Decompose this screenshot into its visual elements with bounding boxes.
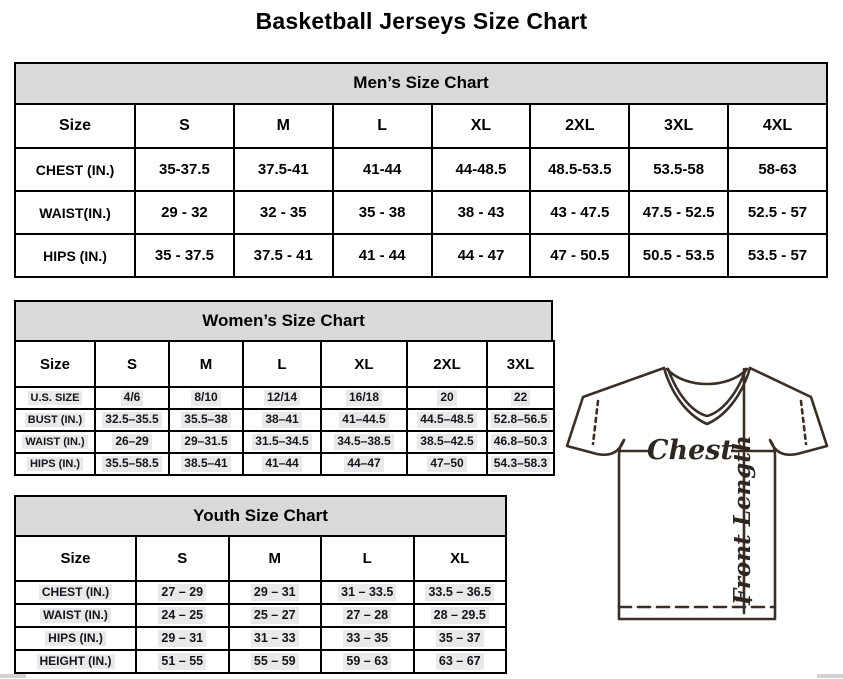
youth_chart-value-cell [414,581,507,604]
youth_chart-column-header-row [15,536,506,581]
youth_chart-col-header-xl: XL [414,536,507,581]
highlighted-text: 44–47 [344,456,383,472]
womens_chart-value-cell [407,431,487,453]
womens_chart-row-waistin [15,431,554,453]
youth_chart-row-label [15,581,136,604]
womens_chart-col-header-2xl: 2XL [407,341,487,387]
mens_chart-value-cell: 44-48.5 [432,148,531,191]
youth_chart-value-cell [229,581,322,604]
highlighted-text: 55 – 59 [251,653,299,669]
highlighted-text: 8/10 [191,390,220,406]
youth_chart-value-cell [229,604,322,627]
youth_chart-value-cell [136,604,229,627]
womens_chart-row-bustin [15,409,554,431]
womens_chart-col-header-xl: XL [321,341,407,387]
youth_chart-value-cell [414,627,507,650]
jersey-outline-shape [567,368,827,619]
youth_chart-col-header-l: L [321,536,414,581]
highlighted-text: 59 – 63 [343,653,391,669]
mens_chart-col-header-s: S [135,104,234,148]
highlighted-text: 47–50 [427,456,466,472]
youth_chart-value-cell [136,581,229,604]
scrollbar-fragment-left[interactable] [0,674,26,678]
highlighted-text: 38.5–41 [181,456,230,472]
mens_chart-col-header-l: L [333,104,432,148]
womens_chart-value-cell [487,387,554,409]
youth_chart-row-hipsin [15,627,506,650]
highlighted-text: 31 – 33.5 [338,584,396,600]
highlighted-text: HIPS (IN.) [27,457,83,471]
youth_chart-col-header-s: S [136,536,229,581]
highlighted-text: 29 – 31 [158,630,206,646]
mens_chart-value-cell: 52.5 - 57 [728,191,827,234]
highlighted-text: 32.5–35.5 [102,412,161,428]
womens_chart-value-cell [321,387,407,409]
womens_chart-value-cell [487,453,554,475]
mens_chart-row-waistin [15,191,827,234]
womens_chart-value-cell [169,409,243,431]
mens-size-chart [14,62,828,278]
womens_chart-row-hipsin [15,453,554,475]
highlighted-text: 28 – 29.5 [431,607,489,623]
jersey-collar-back-line [667,369,747,384]
highlighted-text: 16/18 [346,390,382,406]
womens_chart-col-header-m: M [169,341,243,387]
youth_chart-value-cell [229,650,322,673]
mens_chart-value-cell: 37.5-41 [234,148,333,191]
highlighted-text: 31.5–34.5 [252,434,311,450]
highlighted-text: 27 – 29 [158,584,206,600]
highlighted-text: 34.5–38.5 [334,434,393,450]
mens_chart-col-header-xl: XL [432,104,531,148]
mens_chart-value-cell: 41-44 [333,148,432,191]
mens_chart-value-cell: 53.5-58 [629,148,728,191]
page-title: Basketball Jerseys Size Chart [255,8,588,34]
highlighted-text: 41–44.5 [339,412,388,428]
womens_chart-value-cell [321,431,407,453]
mens_chart-col-header-2xl: 2XL [530,104,629,148]
womens_chart-col-header-s: S [95,341,169,387]
youth_chart-col-header-size: Size [15,536,136,581]
youth_chart-value-cell [136,650,229,673]
womens_chart-value-cell [169,387,243,409]
highlighted-text: BUST (IN.) [25,413,85,427]
womens_chart-value-cell [407,387,487,409]
mens_chart-value-cell: 35-37.5 [135,148,234,191]
womens_chart-row-label [15,387,95,409]
mens_chart-value-cell: 38 - 43 [432,191,531,234]
mens_chart-column-header-row [15,104,827,148]
youth_chart-row-label [15,604,136,627]
womens-chart-title: Women’s Size Chart [14,300,553,340]
youth_chart-value-cell [136,627,229,650]
mens_chart-value-cell: 47.5 - 52.5 [629,191,728,234]
womens_chart-value-cell [243,409,321,431]
womens_chart-col-header-3xl: 3XL [487,341,554,387]
womens_chart-value-cell [95,409,169,431]
womens_chart-col-header-l: L [243,341,321,387]
highlighted-text: WAIST (IN.) [40,608,111,624]
womens_chart-value-cell [487,409,554,431]
mens_chart-col-header-m: M [234,104,333,148]
youth_chart-row-heightin [15,650,506,673]
highlighted-text: 4/6 [121,390,144,406]
mens_chart-col-header-3xl: 3XL [629,104,728,148]
mens-chart-title: Men’s Size Chart [14,62,828,103]
highlighted-text: 35.5–38 [181,412,230,428]
womens_chart-value-cell [487,431,554,453]
highlighted-text: 35.5–58.5 [102,456,161,472]
highlighted-text: WAIST (IN.) [22,435,87,449]
womens_chart-col-header-size: Size [15,341,95,387]
womens-size-table [14,340,555,476]
mens_chart-value-cell: 29 - 32 [135,191,234,234]
womens_chart-value-cell [243,387,321,409]
mens_chart-col-header-size: Size [15,104,135,148]
youth_chart-row-waistin [15,604,506,627]
youth_chart-value-cell [321,604,414,627]
womens_chart-value-cell [95,453,169,475]
womens_chart-value-cell [407,409,487,431]
womens_chart-row-ussize [15,387,554,409]
mens_chart-value-cell: 35 - 37.5 [135,234,234,277]
highlighted-text: 52.8–56.5 [491,412,550,428]
mens-size-table [14,103,828,278]
womens_chart-value-cell [243,431,321,453]
womens_chart-value-cell [169,453,243,475]
highlighted-text: HIPS (IN.) [45,631,106,647]
youth_chart-row-chestin [15,581,506,604]
highlighted-text: 29 – 31 [251,584,299,600]
highlighted-text: 41–44 [262,456,301,472]
highlighted-text: CHEST (IN.) [39,585,112,601]
mens_chart-value-cell: 50.5 - 53.5 [629,234,728,277]
highlighted-text: 22 [511,390,530,406]
mens_chart-value-cell: 44 - 47 [432,234,531,277]
youth_chart-value-cell [229,627,322,650]
mens_chart-col-header-4xl: 4XL [728,104,827,148]
highlighted-text: 35 – 37 [436,630,484,646]
womens_chart-value-cell [95,387,169,409]
highlighted-text: 54.3–58.3 [491,456,550,472]
mens_chart-row-chestin [15,148,827,191]
youth-size-chart [14,495,507,674]
highlighted-text: 27 – 28 [343,607,391,623]
highlighted-text: 12/14 [264,390,300,406]
womens_chart-row-label [15,453,95,475]
mens_chart-value-cell: 41 - 44 [333,234,432,277]
mens_chart-row-hipsin [15,234,827,277]
womens_chart-column-header-row [15,341,554,387]
jersey-collar-inner-line [668,369,746,416]
womens_chart-value-cell [169,431,243,453]
highlighted-text: 25 – 27 [251,607,299,623]
highlighted-text: 29–31.5 [181,434,230,450]
mens_chart-value-cell: 53.5 - 57 [728,234,827,277]
mens_chart-row-label: WAIST(IN.) [15,191,135,234]
youth_chart-row-label [15,627,136,650]
womens_chart-value-cell [95,431,169,453]
right-cuff-seam-dashed [801,401,806,444]
front-length-label: Front Length [729,435,756,605]
womens_chart-value-cell [407,453,487,475]
mens_chart-row-label: CHEST (IN.) [15,148,135,191]
highlighted-text: U.S. SIZE [28,391,83,405]
highlighted-text: 24 – 25 [158,607,206,623]
highlighted-text: 26–29 [112,434,151,450]
youth_chart-row-label [15,650,136,673]
mens_chart-value-cell: 43 - 47.5 [530,191,629,234]
womens_chart-row-label [15,409,95,431]
highlighted-text: 46.8–50.3 [491,434,550,450]
highlighted-text: 33.5 – 36.5 [425,584,494,600]
highlighted-text: 38–41 [262,412,301,428]
youth_chart-value-cell [321,650,414,673]
highlighted-text: 38.5–42.5 [417,434,476,450]
highlighted-text: 33 – 35 [343,630,391,646]
youth-size-table [14,535,507,674]
youth_chart-col-header-m: M [229,536,322,581]
highlighted-text: 63 – 67 [436,653,484,669]
mens_chart-value-cell: 48.5-53.5 [530,148,629,191]
womens_chart-value-cell [321,453,407,475]
scrollbar-fragment-right[interactable] [817,674,843,678]
youth_chart-value-cell [414,650,507,673]
mens_chart-value-cell: 58-63 [728,148,827,191]
mens_chart-value-cell: 47 - 50.5 [530,234,629,277]
highlighted-text: 51 – 55 [158,653,206,669]
youth_chart-value-cell [321,581,414,604]
highlighted-text: HEIGHT (IN.) [37,654,115,670]
youth-chart-title: Youth Size Chart [14,495,507,535]
womens-size-chart [14,300,553,476]
chest-measure-label: Chest [647,435,733,466]
highlighted-text: 44.5–48.5 [417,412,476,428]
jersey-measurement-diagram [556,363,843,627]
youth_chart-value-cell [321,627,414,650]
highlighted-text: 20 [437,390,456,406]
mens_chart-value-cell: 37.5 - 41 [234,234,333,277]
highlighted-text: 31 – 33 [251,630,299,646]
womens_chart-value-cell [243,453,321,475]
mens_chart-value-cell: 32 - 35 [234,191,333,234]
mens_chart-value-cell: 35 - 38 [333,191,432,234]
mens_chart-row-label: HIPS (IN.) [15,234,135,277]
youth_chart-value-cell [414,604,507,627]
womens_chart-row-label [15,431,95,453]
womens_chart-value-cell [321,409,407,431]
left-cuff-seam-dashed [593,401,598,444]
